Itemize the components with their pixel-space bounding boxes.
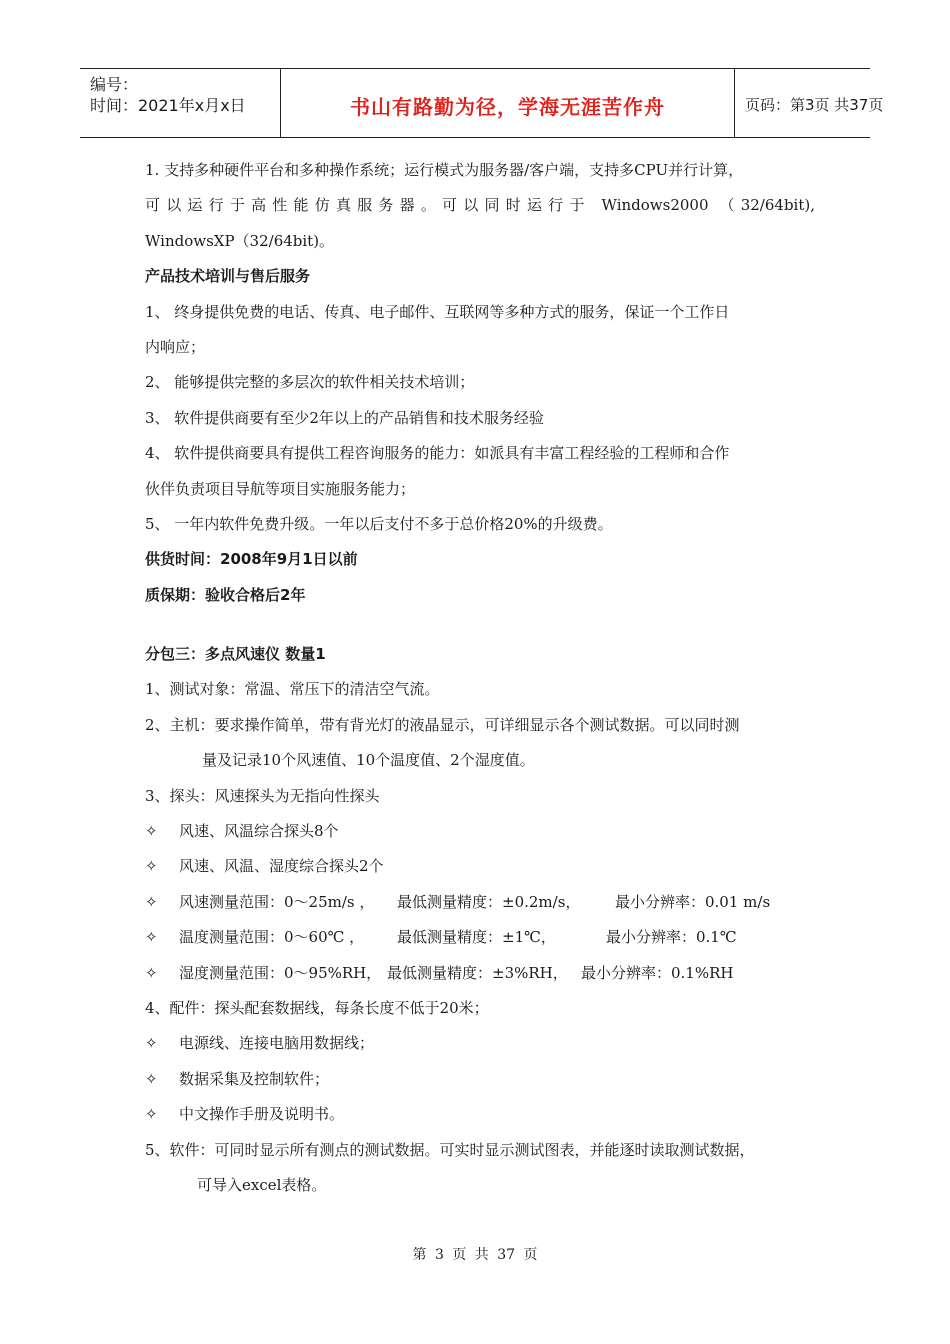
- bullet-icon: ✧: [145, 963, 158, 982]
- spec-resolution: 最小分辨率：0.1℃: [606, 928, 737, 947]
- bullet-item: [145, 1026, 815, 1061]
- bullet-icon: ✧: [145, 1069, 158, 1088]
- item1-line1: 1. 支持多种硬件平台和多种操作系统；运行模式为服务器/客户端，支持多CPU并行计算，: [145, 161, 744, 179]
- item1-line3: WindowsXP（32/64bit)。: [145, 231, 335, 250]
- header-time: 时间：2021年x月x日: [90, 96, 246, 115]
- bullet-item: [145, 1097, 815, 1132]
- package-item1: 1、测试对象：常温、常压下的清洁空气流。: [145, 680, 440, 699]
- bullet-item: [145, 1062, 815, 1097]
- bullet-text: 数据采集及控制软件；: [179, 1069, 330, 1088]
- item1-line2: 可以运行于高性能仿真服务器。可以同时运行于 Windows2000 （32/64bit),: [145, 196, 815, 215]
- page-footer: 第 3 页 共 37 页: [412, 1247, 538, 1263]
- supply-time: 供货时间：2008年9月1日以前: [145, 550, 358, 569]
- spec-resolution: 最小分辨率：0.01 m/s: [615, 892, 771, 911]
- spec-resolution: 最小分辨率：0.1%RH: [581, 963, 734, 982]
- package-item2-line2: 量及记录10个风速值、10个温度值、2个湿度值。: [202, 751, 535, 770]
- training-item2: 2、 能够提供完整的多层次的软件相关技术培训；: [145, 373, 475, 392]
- training-item3: 3、 软件提供商要有至少2年以上的产品销售和技术服务经验: [145, 408, 544, 427]
- header-page-number: 页码：第3页 共37页: [745, 96, 884, 114]
- training-item4-line1: 4、 软件提供商要具有提供工程咨询服务的能力：如派具有丰富工程经验的工程师和合作: [145, 444, 730, 463]
- package-item5-line1: 5、软件：可同时显示所有测点的测试数据。可实时显示测试图表，并能逐时读取测试数据，: [145, 1140, 755, 1159]
- bullet-item: [145, 920, 815, 955]
- header-motto-cell: [280, 69, 735, 137]
- spec-precision: 最低测量精度：±1℃，: [397, 928, 556, 947]
- bullet-text: 电源线、连接电脑用数据线；: [179, 1034, 375, 1053]
- spec-range: 温度测量范围：0～60℃ ，: [179, 928, 365, 947]
- package-title: 分包三：多点风速仪 数量1: [145, 645, 326, 664]
- spec-range: 风速测量范围：0～25m/s ，: [179, 892, 375, 911]
- header-page-cell: [735, 69, 884, 137]
- bullet-icon: ✧: [145, 822, 158, 841]
- bullet-item: [145, 956, 815, 991]
- spec-range: 湿度测量范围：0～95%RH，: [179, 963, 382, 982]
- bullet-text: 风速、风温、湿度综合探头2个: [179, 857, 384, 876]
- bullet-icon: ✧: [145, 1105, 158, 1124]
- warranty-period: 质保期：验收合格后2年: [145, 585, 306, 604]
- package-item3: 3、探头：风速探头为无指向性探头: [145, 786, 380, 805]
- bullet-icon: ✧: [145, 928, 158, 947]
- page-header: [80, 68, 884, 138]
- bullet-item: [145, 814, 815, 849]
- package-item2-line1: 2、主机：要求操作简单，带有背光灯的液晶显示，可详细显示各个测试数据。可以同时测: [145, 715, 740, 734]
- bullet-icon: ✧: [145, 857, 158, 876]
- bullet-item: [145, 849, 815, 884]
- section-heading-training: 产品技术培训与售后服务: [145, 267, 311, 286]
- document-body: [145, 153, 815, 1203]
- bullet-text: 中文操作手册及说明书。: [179, 1105, 345, 1124]
- bullet-item: [145, 885, 815, 920]
- training-item4-line2: 伙伴负责项目导航等项目实施服务能力；: [145, 479, 416, 498]
- bullet-icon: ✧: [145, 892, 158, 911]
- spacer: [145, 613, 815, 637]
- package-item5-line2: 可导入excel表格。: [197, 1175, 327, 1194]
- training-item5: 5、 一年内软件免费升级。一年以后支付不多于总价格20%的升级费。: [145, 514, 613, 533]
- training-item1-line2: 内响应；: [145, 337, 206, 356]
- package-item4: 4、配件：探头配套数据线，每条长度不低于20米；: [145, 998, 489, 1017]
- header-number: 编号：: [90, 75, 139, 94]
- header-motto: 书山有路勤为径，学海无涯苦作舟: [350, 95, 665, 119]
- spec-precision: 最低测量精度：±0.2m/s，: [397, 892, 581, 911]
- header-meta-cell: [80, 69, 280, 137]
- bullet-text: 风速、风温综合探头8个: [179, 822, 339, 841]
- bullet-icon: ✧: [145, 1034, 158, 1053]
- training-item1-line1: 1、 终身提供免费的电话、传真、电子邮件、互联网等多种方式的服务，保证一个工作日: [145, 302, 730, 321]
- spec-precision: 最低测量精度：±3%RH，: [387, 963, 568, 982]
